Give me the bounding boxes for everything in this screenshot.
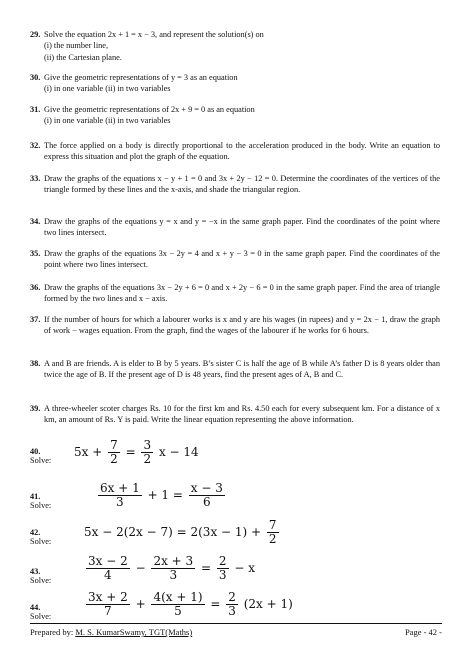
fraction bbox=[141, 439, 153, 466]
question-number: 43. bbox=[30, 567, 41, 576]
denominator: 2 bbox=[268, 532, 277, 546]
numerator: 2 bbox=[228, 590, 236, 604]
equation-term: 5x − 2(2x − 7) = 2(3x − 1) + bbox=[84, 525, 262, 539]
fraction bbox=[217, 555, 229, 582]
question-number: 41. bbox=[30, 492, 41, 501]
question-text: Give the geometric representations of 2x + 9 = 0 as an equation bbox=[44, 105, 255, 114]
numerator: 4(x + 1) bbox=[153, 590, 203, 604]
denominator: 3 bbox=[218, 568, 227, 582]
equation-term: + 1 = bbox=[147, 488, 183, 502]
numerator: 3 bbox=[143, 438, 152, 452]
equation-term: = bbox=[210, 597, 221, 611]
question-number: 42. bbox=[30, 528, 41, 537]
question-text: Draw the graphs of the equations x − y + 1 = 0 and 3x + 2y − 12 = 0. Determine the coordinates of the vertices of the triangle formed by these lines and the x-axis, and shade the triangular region. bbox=[44, 174, 440, 195]
prepared-by-label: Prepared by: bbox=[30, 627, 74, 637]
question-30 bbox=[30, 72, 440, 95]
question-number: 38. bbox=[30, 359, 41, 368]
solve-label: Solve: bbox=[30, 612, 52, 621]
equation-term: − bbox=[135, 561, 146, 575]
question-text: Draw the graphs of the equations y = x and y = −x in the same graph paper. Find the coordinates of the point where two lines intersect. bbox=[44, 217, 440, 238]
equation-term: 5x + bbox=[74, 445, 103, 459]
numerator: 7 bbox=[110, 438, 118, 452]
numerator: x − 3 bbox=[190, 481, 223, 495]
denominator: 7 bbox=[86, 604, 130, 618]
question-text: Give the geometric representations of y = 3 as an equation bbox=[44, 73, 238, 82]
fraction bbox=[151, 555, 195, 582]
question-31 bbox=[30, 104, 440, 127]
question-number: 34. bbox=[30, 217, 41, 226]
numerator: 3x + 2 bbox=[88, 590, 128, 604]
question-number: 37. bbox=[30, 315, 41, 324]
question-text: If the number of hours for which a labourer works is x and y are his wages (in rupees) and y = 2x − 1, draw the graph of work − wages equation. From the graph, find the wages of the labourer if he works for 6 hours. bbox=[44, 315, 440, 336]
question-33 bbox=[30, 173, 440, 196]
question-number: 30. bbox=[30, 73, 41, 82]
equation-term: x − 14 bbox=[158, 445, 199, 459]
fraction bbox=[267, 519, 279, 546]
equation-41 bbox=[96, 482, 227, 509]
denominator: 6 bbox=[189, 495, 225, 509]
equation-42 bbox=[84, 519, 281, 546]
equation-term: = bbox=[201, 561, 212, 575]
question-number: 40. bbox=[30, 447, 41, 456]
question-number: 35. bbox=[30, 249, 41, 258]
question-text: A and B are friends. A is elder to B by 5 years. B’s sister C is half the age of B while A’s father D is 8 years older than twice the age of B. If the present age of D is 48 years, find the present ages of A, B and C. bbox=[44, 359, 440, 380]
question-39 bbox=[30, 403, 440, 426]
denominator: 4 bbox=[86, 568, 130, 582]
question-32 bbox=[30, 140, 440, 163]
question-option: (i) in one variable (ii) in two variables bbox=[44, 116, 171, 126]
numerator: 2x + 3 bbox=[153, 554, 194, 568]
fraction bbox=[86, 591, 130, 618]
solve-label: Solve: bbox=[30, 576, 52, 585]
question-29 bbox=[30, 29, 440, 63]
denominator: 5 bbox=[151, 604, 204, 618]
question-option: (ii) the Cartesian plane. bbox=[44, 52, 122, 62]
solve-label: Solve: bbox=[30, 537, 52, 546]
equation-term: + bbox=[135, 597, 146, 611]
denominator: 3 bbox=[98, 495, 142, 509]
fraction bbox=[108, 439, 120, 466]
question-36 bbox=[30, 282, 440, 305]
question-option: (i) in one variable (ii) in two variables bbox=[44, 84, 171, 94]
footer-divider bbox=[30, 623, 442, 624]
question-text: Draw the graphs of the equations 3x − 2y + 6 = 0 and x + 2y − 6 = 0 in the same graph paper. Find the area of triangle formed by the two lines and x − axis. bbox=[44, 283, 440, 304]
page-number: Page - 42 - bbox=[404, 627, 442, 637]
fraction bbox=[86, 555, 130, 582]
question-number: 33. bbox=[30, 174, 41, 183]
equation-43 bbox=[84, 555, 255, 582]
question-37 bbox=[30, 314, 440, 337]
fraction bbox=[151, 591, 204, 618]
numerator: 2 bbox=[218, 554, 227, 568]
denominator: 3 bbox=[228, 604, 236, 618]
question-option: (i) the number line, bbox=[44, 41, 109, 51]
page-footer bbox=[30, 627, 442, 637]
fraction bbox=[189, 482, 225, 509]
numerator: 3x − 2 bbox=[88, 554, 128, 568]
denominator: 3 bbox=[151, 568, 195, 582]
equation-term: − x bbox=[234, 561, 256, 575]
numerator: 6x + 1 bbox=[100, 481, 140, 495]
solve-label: Solve: bbox=[30, 456, 52, 465]
denominator: 2 bbox=[110, 452, 118, 466]
fraction bbox=[98, 482, 142, 509]
question-text: The force applied on a body is directly proportional to the acceleration produced in the body. Write an equation to express this situation and plot the graph of the equation. bbox=[44, 141, 440, 162]
fraction bbox=[226, 591, 238, 618]
question-number: 29. bbox=[30, 30, 41, 39]
question-number: 44. bbox=[30, 603, 41, 612]
solve-label: Solve: bbox=[30, 501, 52, 510]
equation-term: = bbox=[125, 445, 136, 459]
numerator: 7 bbox=[268, 518, 277, 532]
question-35 bbox=[30, 248, 440, 271]
question-number: 32. bbox=[30, 141, 41, 150]
question-38 bbox=[30, 358, 440, 381]
equation-40 bbox=[74, 439, 199, 466]
question-text: A three-wheeler scoter charges Rs. 10 for the first km and Rs. 4.50 each for every subsequent km. For a distance of x km, an amount of Rs. Y is paid. Write the linear equation representing the above information. bbox=[44, 404, 440, 425]
equation-term: (2x + 1) bbox=[243, 597, 293, 611]
equation-44 bbox=[84, 591, 293, 618]
question-number: 31. bbox=[30, 105, 41, 114]
question-text: Solve the equation 2x + 1 = x − 3, and represent the solution(s) on bbox=[44, 30, 264, 39]
question-34 bbox=[30, 216, 440, 239]
question-number: 36. bbox=[30, 283, 41, 292]
question-number: 39. bbox=[30, 404, 41, 413]
question-text: Draw the graphs of the equations 3x − 2y = 4 and x + y − 3 = 0 in the same graph paper. Find the coordinates of the point where two lines intersect. bbox=[44, 249, 440, 270]
denominator: 2 bbox=[143, 452, 152, 466]
author-name: M. S. KumarSwamy, TGT(Maths) bbox=[75, 627, 193, 637]
